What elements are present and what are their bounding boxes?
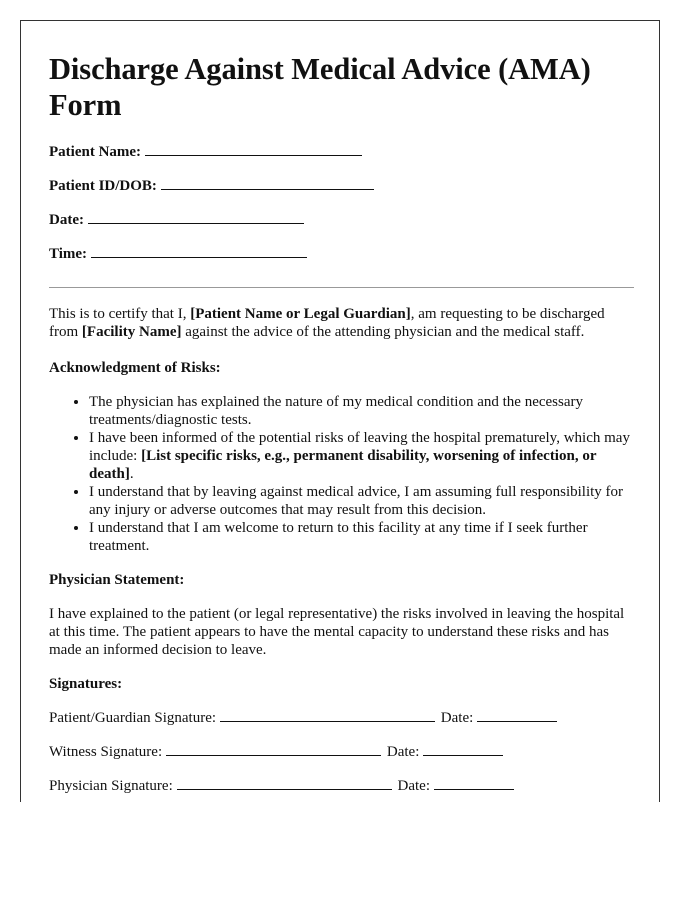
risk-item-text: The physician has explained the nature of my medical condition and the necessary treatments/diagnostic tests. <box>89 394 583 428</box>
date-label: Date: <box>49 212 84 228</box>
patient-guardian-signature-label: Patient/Guardian Signature: <box>49 710 217 726</box>
list-item <box>89 483 631 519</box>
physician-date-blank[interactable] <box>434 777 514 790</box>
time-blank[interactable] <box>91 245 307 258</box>
witness-date-blank[interactable] <box>423 743 503 756</box>
patient-name-label: Patient Name: <box>49 144 142 160</box>
signature-date-label: Date: <box>440 710 474 726</box>
risk-item-text: . <box>129 466 134 482</box>
patient-name-placeholder: [Patient Name or Legal Guardian] <box>190 306 411 322</box>
patient-id-dob-blank[interactable] <box>161 177 374 190</box>
physician-signature-label: Physician Signature: <box>49 778 173 794</box>
section-divider <box>49 287 634 288</box>
list-item <box>89 393 631 429</box>
risk-item-text: I understand that by leaving against medical advice, I am assuming full responsibility for any injury or adverse outcomes that may result from this decision. <box>89 484 624 518</box>
date-blank[interactable] <box>88 211 304 224</box>
signature-date-label: Date: <box>386 744 420 760</box>
risk-item-text: I have been informed of the potential risks of leaving the hospital prematurely, which may include: <box>89 430 630 464</box>
patient-guardian-signature-blank[interactable] <box>220 709 435 722</box>
signatures-heading: Signatures: <box>49 676 123 692</box>
intro-text-2: , am requesting to be discharged from <box>49 306 605 340</box>
time-label: Time: <box>49 246 88 262</box>
patient-id-dob-field <box>49 177 631 211</box>
risk-item-text: I understand that I am welcome to return to this facility at any time if I seek further treatment. <box>89 520 588 554</box>
witness-signature-row <box>49 743 631 777</box>
intro-text-1: This is to certify that I, <box>49 306 191 322</box>
form-page <box>20 20 660 802</box>
patient-guardian-date-blank[interactable] <box>477 709 557 722</box>
list-item <box>89 429 631 483</box>
patient-name-blank[interactable] <box>145 143 362 156</box>
physician-statement-heading: Physician Statement: <box>49 572 185 588</box>
physician-signature-row <box>49 777 631 802</box>
witness-signature-blank[interactable] <box>166 743 381 756</box>
page-title: Discharge Against Medical Advice (AMA) Form <box>49 52 591 122</box>
time-field <box>49 245 631 279</box>
patient-info-fields <box>49 143 631 279</box>
date-field <box>49 211 631 245</box>
physician-signature-blank[interactable] <box>177 777 392 790</box>
patient-name-field <box>49 143 631 177</box>
facility-name-placeholder: [Facility Name] <box>81 324 182 340</box>
signature-date-label: Date: <box>397 778 430 794</box>
risk-list <box>49 393 631 555</box>
specific-risks-placeholder: [List specific risks, e.g., permanent disability, worsening of infection, or death] <box>89 448 597 482</box>
intro-text-3: against the advice of the attending physician and the medical staff. <box>181 324 585 340</box>
intro-paragraph <box>49 305 631 341</box>
acknowledgment-heading: Acknowledgment of Risks: <box>49 360 221 376</box>
patient-guardian-signature-row <box>49 709 631 743</box>
witness-signature-label: Witness Signature: <box>49 744 163 760</box>
physician-statement-text: I have explained to the patient (or legal representative) the risks involved in leaving the hospital at this time. The patient appears to have the mental capacity to understand these risks and has made an informed decision to leave. <box>49 606 625 658</box>
patient-id-dob-label: Patient ID/DOB: <box>49 178 157 194</box>
list-item <box>89 519 631 555</box>
